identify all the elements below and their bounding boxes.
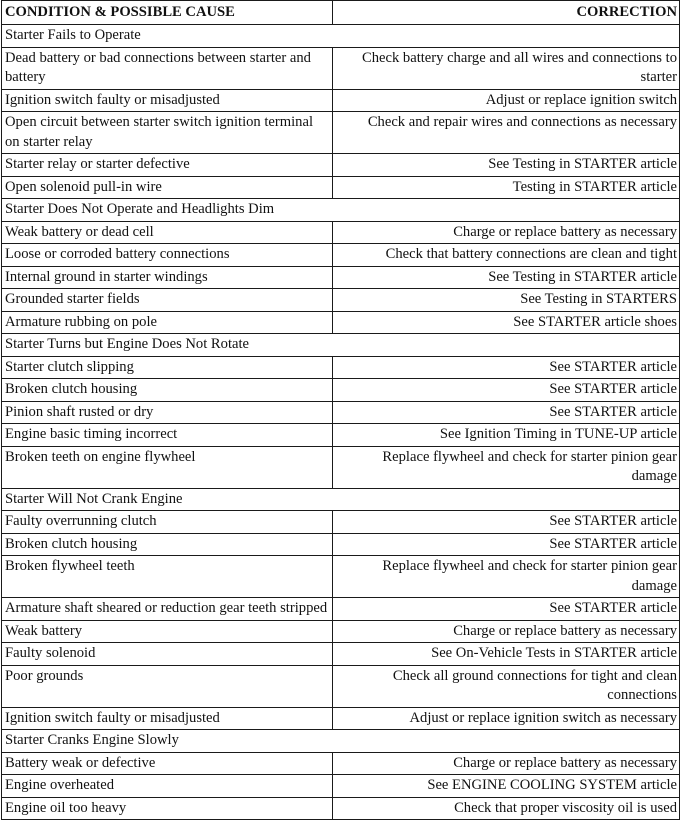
cause-cell: Starter clutch slipping	[2, 356, 333, 379]
cause-cell: Broken clutch housing	[2, 379, 333, 402]
troubleshooting-table	[1, 0, 680, 820]
table-row	[2, 379, 680, 402]
correction-cell: See On-Vehicle Tests in STARTER article	[333, 643, 680, 666]
table-row	[2, 643, 680, 666]
table-row	[2, 356, 680, 379]
table-row	[2, 511, 680, 534]
correction-cell: See Testing in STARTER article	[333, 154, 680, 177]
cause-cell: Faulty overrunning clutch	[2, 511, 333, 534]
correction-cell: Adjust or replace ignition switch as necessary	[333, 707, 680, 730]
cause-cell: Broken clutch housing	[2, 533, 333, 556]
table-row	[2, 752, 680, 775]
cause-cell: Faulty solenoid	[2, 643, 333, 666]
correction-cell: Replace flywheel and check for starter pinion gear damage	[333, 446, 680, 488]
table-row	[2, 424, 680, 447]
section-row	[2, 488, 680, 511]
table-row	[2, 620, 680, 643]
correction-cell: See STARTER article	[333, 356, 680, 379]
section-row	[2, 334, 680, 357]
cause-cell: Loose or corroded battery connections	[2, 244, 333, 267]
table-row	[2, 266, 680, 289]
section-title: Starter Does Not Operate and Headlights Dim	[2, 199, 680, 222]
table-row	[2, 289, 680, 312]
table-row	[2, 665, 680, 707]
table-row	[2, 775, 680, 798]
table-header-row	[2, 1, 680, 25]
table-row	[2, 89, 680, 112]
table-row	[2, 221, 680, 244]
correction-cell: See STARTER article	[333, 511, 680, 534]
correction-cell: Replace flywheel and check for starter pinion gear damage	[333, 556, 680, 598]
table-row	[2, 401, 680, 424]
table-row	[2, 707, 680, 730]
correction-cell: See STARTER article	[333, 401, 680, 424]
table-row	[2, 446, 680, 488]
correction-cell: See Testing in STARTER article	[333, 266, 680, 289]
table-row	[2, 154, 680, 177]
section-title: Starter Cranks Engine Slowly	[2, 730, 680, 753]
cause-cell: Weak battery	[2, 620, 333, 643]
cause-cell: Poor grounds	[2, 665, 333, 707]
cause-cell: Battery weak or defective	[2, 752, 333, 775]
section-title: Starter Fails to Operate	[2, 25, 680, 48]
cause-cell: Engine basic timing incorrect	[2, 424, 333, 447]
correction-cell: See Ignition Timing in TUNE-UP article	[333, 424, 680, 447]
table-row	[2, 112, 680, 154]
section-title: Starter Will Not Crank Engine	[2, 488, 680, 511]
correction-column-header: CORRECTION	[333, 1, 680, 25]
cause-cell: Internal ground in starter windings	[2, 266, 333, 289]
table-row	[2, 556, 680, 598]
correction-cell: Check and repair wires and connections as necessary	[333, 112, 680, 154]
cause-cell: Ignition switch faulty or misadjusted	[2, 89, 333, 112]
correction-cell: Charge or replace battery as necessary	[333, 620, 680, 643]
table-body	[2, 25, 680, 820]
section-row	[2, 730, 680, 753]
cause-cell: Broken teeth on engine flywheel	[2, 446, 333, 488]
correction-cell: See ENGINE COOLING SYSTEM article	[333, 775, 680, 798]
correction-cell: Check battery charge and all wires and connections to starter	[333, 47, 680, 89]
cause-cell: Open circuit between starter switch ignition terminal on starter relay	[2, 112, 333, 154]
cause-cell: Armature shaft sheared or reduction gear teeth stripped	[2, 598, 333, 621]
cause-cell: Engine oil too heavy	[2, 797, 333, 820]
correction-cell: See Testing in STARTERS	[333, 289, 680, 312]
cause-cell: Weak battery or dead cell	[2, 221, 333, 244]
cause-cell: Pinion shaft rusted or dry	[2, 401, 333, 424]
condition-column-header: CONDITION & POSSIBLE CAUSE	[2, 1, 333, 25]
correction-cell: Charge or replace battery as necessary	[333, 221, 680, 244]
cause-cell: Starter relay or starter defective	[2, 154, 333, 177]
correction-cell: Check all ground connections for tight and clean connections	[333, 665, 680, 707]
correction-cell: See STARTER article	[333, 379, 680, 402]
correction-cell: See STARTER article shoes	[333, 311, 680, 334]
cause-cell: Grounded starter fields	[2, 289, 333, 312]
section-row	[2, 199, 680, 222]
cause-cell: Ignition switch faulty or misadjusted	[2, 707, 333, 730]
table-row	[2, 176, 680, 199]
table-row	[2, 311, 680, 334]
table-row	[2, 533, 680, 556]
cause-cell: Broken flywheel teeth	[2, 556, 333, 598]
table-row	[2, 47, 680, 89]
table-row	[2, 244, 680, 267]
correction-cell: Charge or replace battery as necessary	[333, 752, 680, 775]
table-row	[2, 598, 680, 621]
correction-cell: See STARTER article	[333, 533, 680, 556]
correction-cell: Check that proper viscosity oil is used	[333, 797, 680, 820]
table-row	[2, 797, 680, 820]
cause-cell: Open solenoid pull-in wire	[2, 176, 333, 199]
correction-cell: Check that battery connections are clean and tight	[333, 244, 680, 267]
correction-cell: Testing in STARTER article	[333, 176, 680, 199]
cause-cell: Armature rubbing on pole	[2, 311, 333, 334]
section-title: Starter Turns but Engine Does Not Rotate	[2, 334, 680, 357]
section-row	[2, 25, 680, 48]
correction-cell: See STARTER article	[333, 598, 680, 621]
correction-cell: Adjust or replace ignition switch	[333, 89, 680, 112]
cause-cell: Engine overheated	[2, 775, 333, 798]
cause-cell: Dead battery or bad connections between starter and battery	[2, 47, 333, 89]
